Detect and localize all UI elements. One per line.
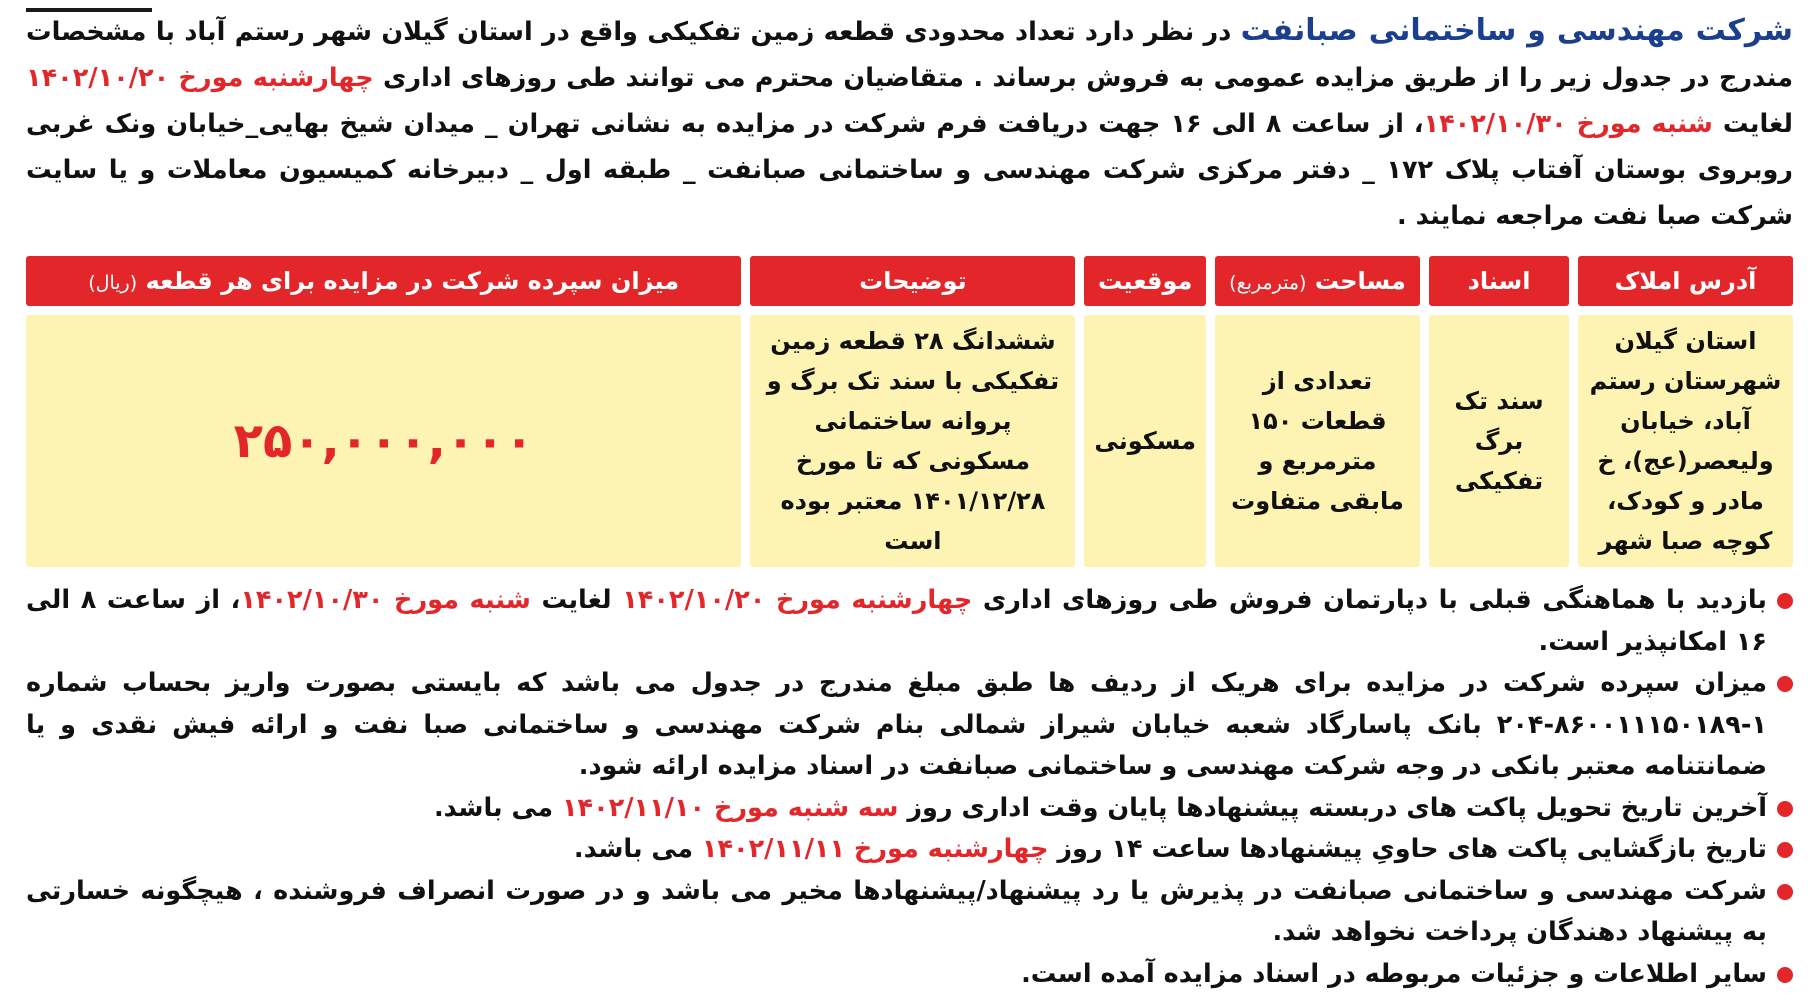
header-deposit (26, 256, 741, 306)
notes-list (26, 580, 1793, 995)
header-description: توضیحات (750, 256, 1075, 306)
cell-address: استان گیلان شهرستان رستم آباد، خیابان ولیعصر(عج)، خ مادر و کودک، کوچه صبا شهر (1578, 315, 1793, 567)
bullet-icon (1777, 967, 1793, 983)
cell-location: مسکونی (1084, 315, 1206, 567)
header-deposit-unit: (ریال) (88, 272, 138, 294)
note-visit-date-end: شنبه مورخ ۱۴۰۲/۱۰/۳۰ (240, 585, 531, 615)
cell-description: ششدانگ ۲۸ قطعه زمین تفکیکی با سند تک برگ و پروانه ساختمانی مسکونی که تا مورخ ۱۴۰۱/۱۲/۲۸ معتبر بوده است (750, 315, 1075, 567)
note-opening-date-value: چهارشنبه مورخ ۱۴۰۲/۱۱/۱۱ (701, 834, 1049, 864)
note-opening-date (26, 829, 1793, 871)
intro-date-start: چهارشنبه مورخ ۱۴۰۲/۱۰/۲۰ (26, 63, 374, 93)
intro-text-1: در نظر دارد تعداد محدودی قطعه زمین تفکیکی واقع در استان گیلان شهر رستم آباد با مشخصات مندرج در جدول زیر را از طریق مزایده عمومی به فروش برساند . متقاضیان محترم می توانند طی روزهای اداری (26, 17, 1793, 93)
intro-text-2: لغایت (1712, 109, 1793, 139)
cell-area: تعدادی از قطعات ۱۵۰ مترمربع و مابقی متفاوت (1215, 315, 1420, 567)
header-deposit-label: میزان سپرده شرکت در مزایده برای هر قطعه (145, 267, 680, 295)
note-deposit (26, 663, 1793, 788)
note-rights (26, 871, 1793, 954)
note-visit-date-start: چهارشنبه مورخ ۱۴۰۲/۱۰/۲۰ (622, 585, 973, 615)
note-submission-deadline (26, 788, 1793, 830)
note-submission-a: آخرین تاریخ تحویل پاکت های دربسته پیشنهادها پایان وقت اداری روز (898, 792, 1767, 823)
header-area-label: مساحت (1314, 267, 1406, 295)
cell-document: سند تک برگ تفکیکی (1429, 315, 1569, 567)
table-row (26, 315, 1793, 567)
note-submission-date: سه شنبه مورخ ۱۴۰۲/۱۱/۱۰ (561, 792, 899, 823)
note-visit (26, 580, 1793, 663)
header-location: موقعیت (1084, 256, 1206, 306)
intro-text-3: ، از ساعت ۸ الی ۱۶ جهت دریافت فرم شرکت در مزایده به نشانی تهران _ میدان شیخ بهایی_خیابان ونک غربی روبروی بوستان آفتاب پلاک ۱۷۲ _ دفتر مرکزی شرکت مهندسی و ساختمانی صبانفت _ طبقه اول _ دبیرخانه کمیسیون معاملات و یا سایت شرکت صبا نفت مراجعه نمایند . (26, 109, 1793, 231)
note-other-info (26, 954, 1793, 996)
header-area-unit: (مترمربع) (1229, 272, 1307, 294)
auction-notice (0, 8, 1819, 1008)
table-header-row (26, 256, 1793, 306)
bullet-icon (1777, 801, 1793, 817)
company-name: شرکت مهندسی و ساختمانی صبانفت (1240, 13, 1794, 48)
bullet-icon (1777, 884, 1793, 900)
note-visit-c: لغایت (530, 585, 623, 615)
header-document: اسناد (1429, 256, 1569, 306)
bullet-icon (1777, 842, 1793, 858)
bullet-icon (1777, 676, 1793, 692)
note-opening-c: می باشد. (573, 834, 702, 864)
header-address: آدرس املاک (1578, 256, 1793, 306)
note-submission-c: می باشد. (433, 792, 562, 823)
note-deposit-text: میزان سپرده شرکت در مزایده برای هریک از ردیف ها طبق مبلغ مندرج در جدول می باشد که بایستی بصورت واریز بحساب شماره ۱-۸۶۰۰۱۱۱۵۰۱۸۹-۲۰۴ بانک پاسارگاد شعبه خیابان شیراز شمالی بنام شرکت مهندسی و ساختمانی صبا نفت و ارائه فیش نقدی و یا ضمانتنامه معتبر بانکی در وجه شرکت مهندسی و ساختمانی صبانفت در اسناد مزایده ارائه شود. (26, 668, 1767, 781)
note-rights-text: شرکت مهندسی و ساختمانی صبانفت در پذیرش یا رد پیشنهاد/پیشنهادها مخیر می باشد و در صورت انصراف فروشنده ، هیچگونه خسارتی به پیشنهاد دهندگان پرداخت نخواهد شد. (26, 875, 1767, 947)
note-other-info-text: سایر اطلاعات و جزئیات مربوطه در اسناد مزایده آمده است. (1021, 958, 1767, 989)
note-visit-e: ، از ساعت ۸ الی ۱۶ امکانپذیر است. (26, 585, 1767, 657)
note-opening-a: تاریخ بازگشایی پاکت های حاویِ پیشنهادها ساعت ۱۴ روز (1048, 834, 1767, 864)
bullet-icon (1777, 593, 1793, 609)
note-visit-a: بازدید با هماهنگی قبلی با دپارتمان فروش طی روزهای اداری (972, 585, 1767, 615)
top-rule (26, 8, 152, 12)
auction-table (17, 247, 1802, 576)
intro-date-end: شنبه مورخ ۱۴۰۲/۱۰/۳۰ (1423, 109, 1713, 139)
intro-paragraph (26, 8, 1793, 239)
cell-deposit-amount: ۲۵۰,۰۰۰,۰۰۰ (26, 315, 741, 567)
header-area (1215, 256, 1420, 306)
